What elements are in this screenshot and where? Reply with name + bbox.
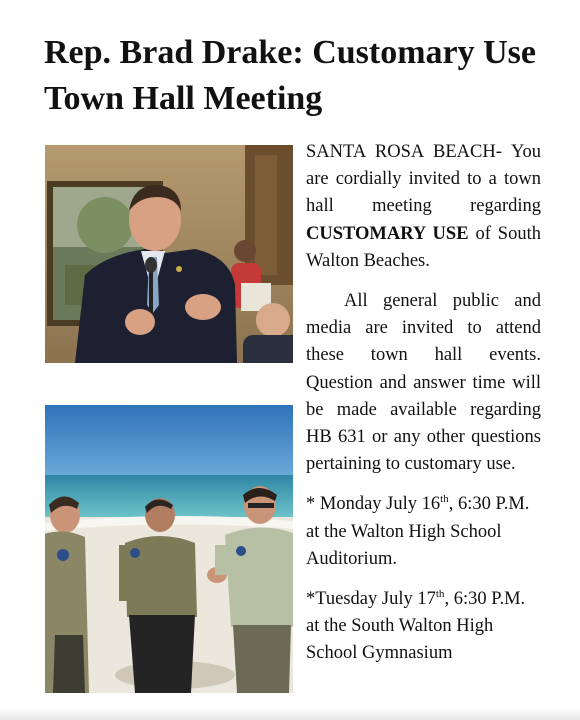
beach-photo bbox=[45, 405, 293, 693]
event-monday-details: , 6:30 P.M. at the Walton High School Auditorium. bbox=[306, 494, 530, 569]
intro-text-before: You are cordially invited to a town hall meeting regarding bbox=[306, 142, 541, 217]
speaker-photo bbox=[45, 145, 293, 363]
page-bottom-shadow bbox=[0, 708, 580, 720]
intro-bold-topic: CUSTOMARY USE bbox=[306, 223, 469, 244]
beach-photo-image bbox=[45, 405, 293, 693]
event-tuesday-suffix: th bbox=[435, 587, 445, 600]
event-monday-date: * Monday July 16 bbox=[306, 494, 441, 515]
speaker-photo-image bbox=[45, 145, 293, 363]
intro-paragraph bbox=[306, 139, 541, 275]
event-tuesday bbox=[306, 586, 541, 668]
invitation-paragraph: All general public and media are invited to attend these town hall events. Question and answer time will be made available regarding HB 631 or any other questions pertaining to customary use. bbox=[306, 291, 541, 475]
event-tuesday-details: , 6:30 P.M. at the South Walton High School Gymnasium bbox=[306, 589, 526, 664]
event-tuesday-date: *Tuesday July 17 bbox=[306, 589, 436, 610]
article-text bbox=[306, 139, 541, 668]
page-title: Rep. Brad Drake: Customary Use Town Hall Meeting bbox=[44, 34, 537, 117]
event-monday bbox=[306, 491, 541, 573]
location-dateline: SANTA ROSA BEACH- bbox=[306, 142, 502, 162]
intro-text-after: of South Walton Beaches. bbox=[306, 223, 541, 271]
event-monday-suffix: th bbox=[440, 493, 449, 506]
